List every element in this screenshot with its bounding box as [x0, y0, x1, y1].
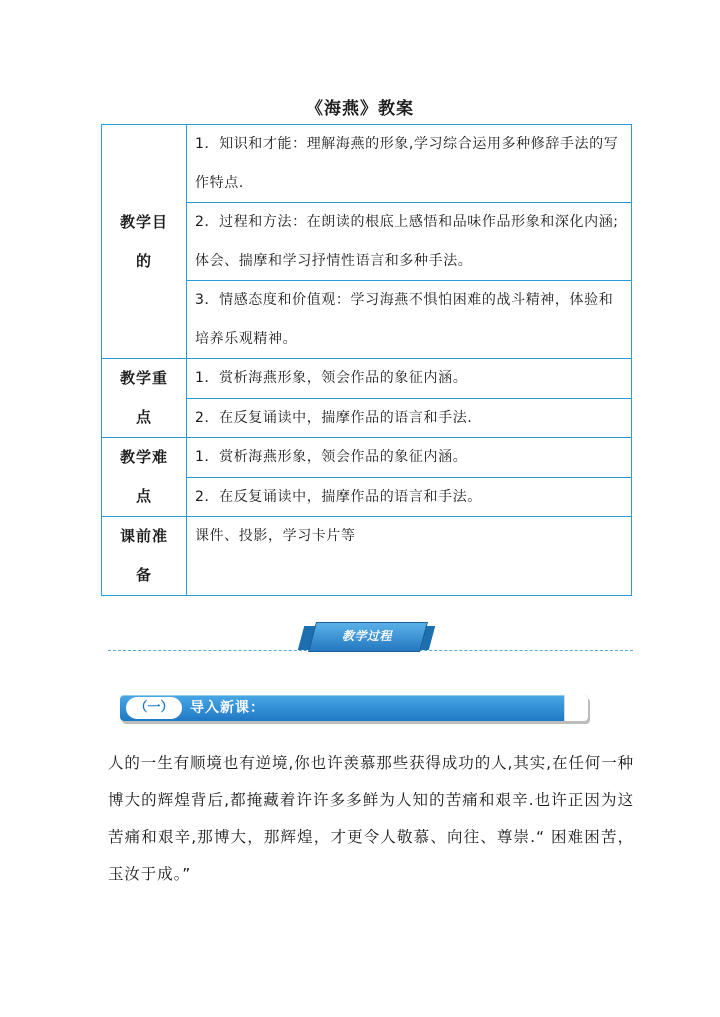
table-row: [102, 359, 632, 399]
row-label-key-points: 教学重点: [102, 359, 187, 438]
lesson-plan-table: [101, 124, 632, 596]
difficulty-item-2: 2．在反复诵读中，揣摩作品的语言和手法。: [187, 477, 632, 517]
table-row: [102, 517, 632, 596]
section-number-badge: （一）: [126, 697, 182, 719]
key-point-item-2: 2．在反复诵读中，揣摩作品的语言和手法.: [187, 398, 632, 438]
preparation-item: 课件、投影，学习卡片等: [187, 517, 632, 596]
intro-paragraph: 人的一生有顺境也有逆境,你也许羡慕那些获得成功的人,其实,在任何一种博大的辉煌背后,都掩藏着许许多多鲜为人知的苦痛和艰辛.也许正因为这苦痛和艰辛,那博大，那辉煌，才更令人敬慕、向往、尊崇.“ 困难困苦，玉汝于成。”: [108, 754, 634, 883]
document-title: 《海燕》教案: [306, 99, 414, 119]
objective-item-3: 3．情感态度和价值观：学习海燕不惧怕困难的战斗精神，体验和培养乐观精神。: [187, 281, 632, 359]
section-title: 导入新课：: [190, 700, 265, 716]
difficulty-item-1: 1．赏析海燕形象，领会作品的象征内涵。: [187, 438, 632, 478]
table-row: [102, 438, 632, 478]
table-row: [102, 125, 632, 203]
row-label-difficulties: 教学难点: [102, 438, 187, 517]
objective-item-2: 2．过程和方法：在朗读的根底上感悟和品味作品形象和深化内涵;体会、揣摩和学习抒情性语言和多种手法。: [187, 203, 632, 281]
key-point-item-1: 1．赏析海燕形象，领会作品的象征内涵。: [187, 359, 632, 399]
teaching-process-banner: [0, 612, 720, 662]
row-label-objectives: 教学目的: [102, 125, 187, 359]
objective-item-1: 1．知识和才能：理解海燕的形象,学习综合运用多种修辞手法的写作特点.: [187, 125, 632, 203]
row-label-preparation: 课前准备: [102, 517, 187, 596]
banner-label: 教学过程: [341, 629, 392, 643]
